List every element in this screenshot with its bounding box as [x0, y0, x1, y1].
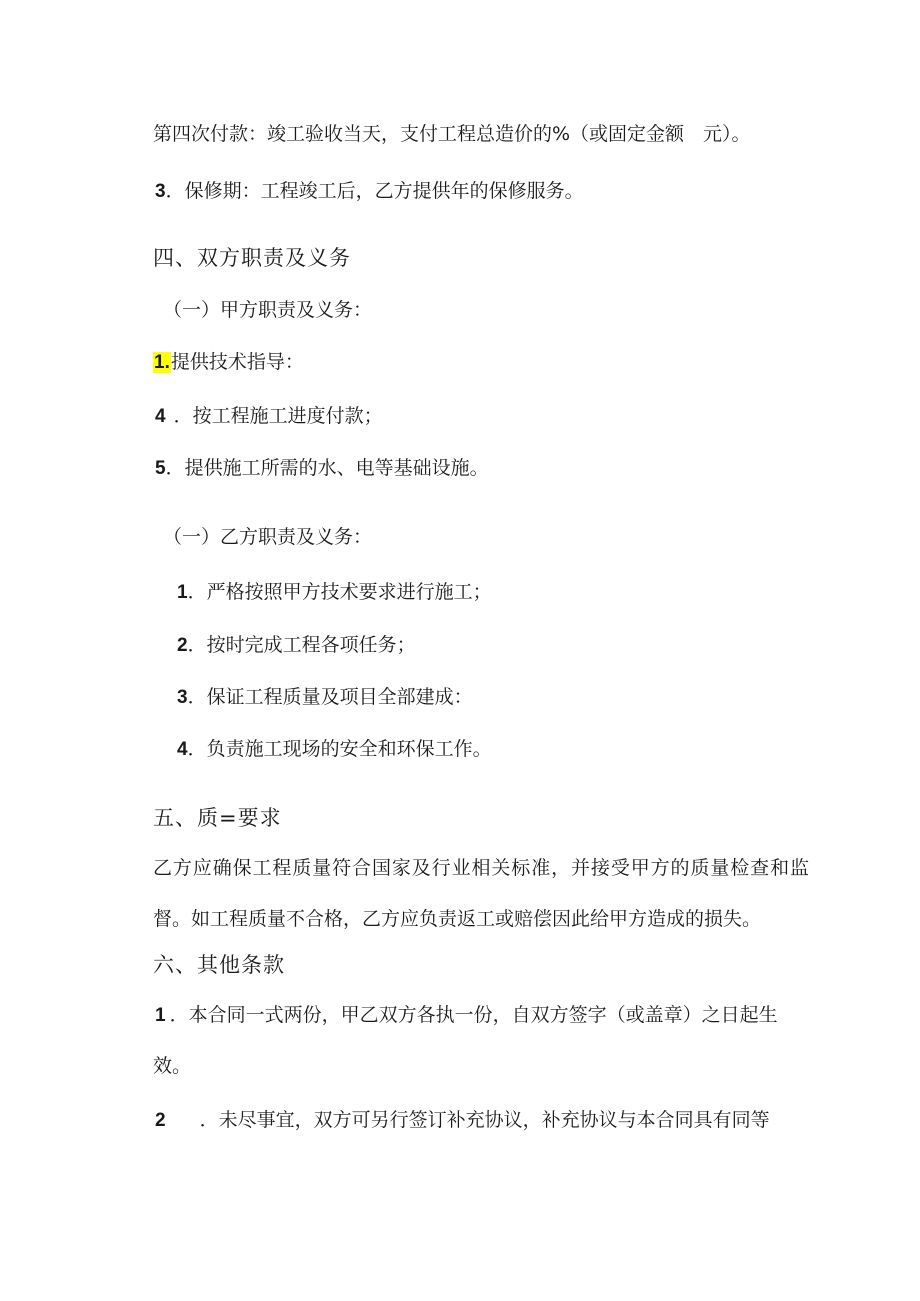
section6-item	[155, 1002, 778, 1029]
partyB-item-num: 4	[177, 739, 188, 760]
partyB-item-num: 3	[177, 687, 188, 708]
section4-title: 四、双方职责及义务	[153, 246, 351, 270]
warranty-clause	[155, 178, 584, 205]
section6-title: 六、其他条款	[153, 953, 285, 977]
partyA-item-num: 5	[155, 458, 166, 479]
section6-item-text: ．未尽事宜，双方可另行签订补充协议，补充协议与本合同具有同等	[199, 1109, 770, 1131]
section5-title: 五、质=要求	[153, 806, 282, 830]
section6-item	[155, 1107, 770, 1134]
partyA-item	[155, 455, 489, 482]
section6-item-continuation: 效。	[153, 1055, 192, 1077]
partyB-item-text: ．按时完成工程各项任务；	[187, 634, 416, 656]
partyA-item-num: 4	[155, 406, 166, 427]
warranty-text: ．保修期：工程竣工后，乙方提供年的保修服务。	[165, 180, 584, 202]
partyB-item-num: 2	[177, 635, 188, 656]
section6-item-num: 1	[155, 1005, 166, 1026]
payment-fourth: 第四次付款：竣工验收当天，支付工程总造价的%（或固定金额 元）。	[153, 123, 751, 145]
section5-paragraph-line: 乙方应确保工程质量符合国家及行业相关标准，并接受甲方的质量检查和监	[153, 857, 809, 879]
partyB-item-text: ．负责施工现场的安全和环保工作。	[187, 738, 492, 760]
partyB-item	[177, 736, 492, 763]
partyB-subtitle: （一）乙方职责及义务：	[163, 526, 373, 548]
partyA-item-text: 提供技术指导：	[170, 351, 304, 373]
partyB-item	[177, 684, 473, 711]
partyA-subtitle: （一）甲方职责及义务：	[163, 299, 373, 321]
partyA-item	[153, 349, 304, 376]
section5-paragraph-line: 督。如工程质量不合格，乙方应负责返工或赔偿因此给甲方造成的损失。	[153, 908, 762, 930]
partyB-item-text: ．保证工程质量及项目全部建成：	[187, 686, 473, 708]
warranty-num: 3	[155, 181, 166, 202]
partyA-item	[155, 403, 383, 430]
section6-item-text: ．本合同一式两份，甲乙双方各执一份，自双方签字（或盖章）之日起生	[169, 1004, 778, 1026]
partyA-item-text: ．按工程施工进度付款；	[173, 405, 383, 427]
partyB-item-text: ．严格按照甲方技术要求进行施工；	[187, 581, 492, 603]
partyA-item-num: 1.	[154, 352, 170, 373]
partyB-item	[177, 579, 492, 606]
partyB-item	[177, 632, 416, 659]
partyA-item-text: ．提供施工所需的水、电等基础设施。	[165, 457, 489, 479]
partyB-item-num: 1	[177, 582, 188, 603]
section6-item-num: 2	[155, 1110, 166, 1131]
